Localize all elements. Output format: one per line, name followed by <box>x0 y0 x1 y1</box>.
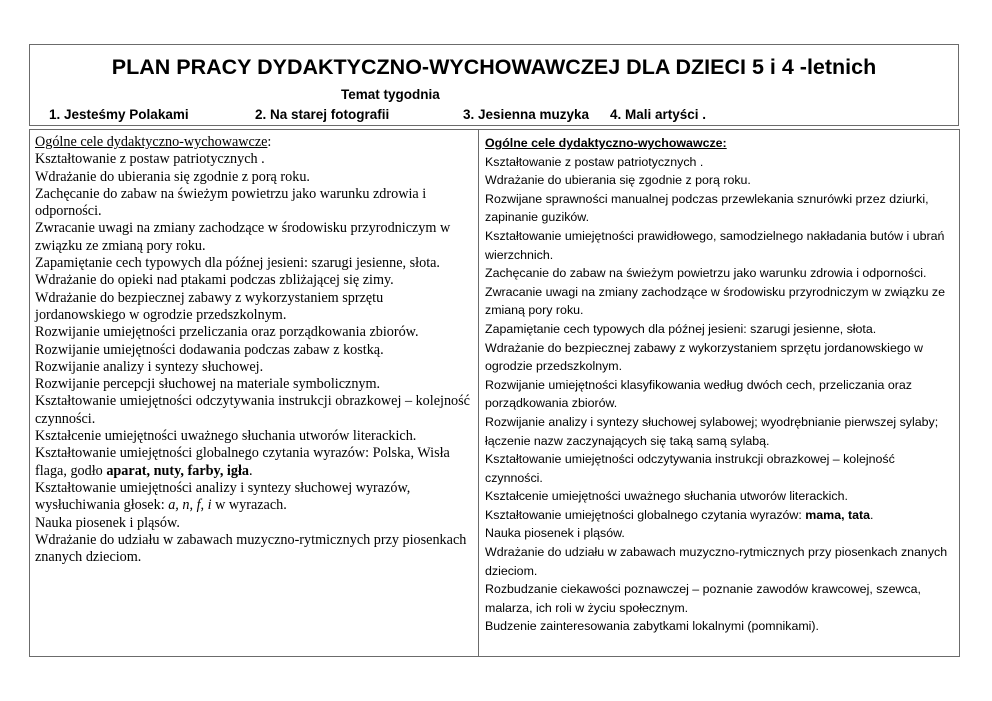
goal-item: Kształtowanie umiejętności prawidłowego, samodzielnego nakładania butów i ubrań wierzchnich. <box>485 228 945 262</box>
weekly-topic-4: 4. Mali artyści . <box>610 107 707 122</box>
goal-item: Rozwijanie analizy i syntezy słuchowej sylabowej; wyodrębnianie pierwszej sylaby; łączenie nazw zaczynających się taką samą sylabą. <box>485 414 939 448</box>
goal-item: Rozwijane sprawności manualnej podczas przewlekania sznurówki przez dziurki, zapinanie guzików. <box>485 191 929 225</box>
goal-item: Kształtowanie z postaw patriotycznych . <box>35 151 265 168</box>
goal-item: Zachęcanie do zabaw na świeżym powietrzu jako warunku zdrowia i odporności. <box>35 185 427 220</box>
goals-column-4-year-olds <box>485 134 955 636</box>
goal-item: Zwracanie uwagi na zmiany zachodzące w środowisku przyrodniczym w związku ze zmianą pory roku. <box>35 220 451 254</box>
goal-item-global-reading <box>485 506 955 525</box>
global-reading-end: . <box>249 462 253 479</box>
weekly-topic-1: 1. Jesteśmy Polakami <box>49 107 189 122</box>
goal-item: Nauka piosenek i pląsów. <box>485 526 625 541</box>
goal-item: Nauka piosenek i pląsów. <box>35 514 180 531</box>
goal-item: Rozwijanie analizy i syntezy słuchowej. <box>35 358 264 375</box>
goal-item: Wdrażanie do ubierania się zgodnie z porą roku. <box>35 168 310 185</box>
global-reading-words: mama, tata <box>805 507 871 522</box>
goal-item: Rozwijanie umiejętności przeliczania oraz porządkowania zbiorów. <box>35 324 419 341</box>
goal-item: Budzenie zainteresowania zabytkami lokalnymi (pomnikami). <box>485 619 820 634</box>
goals-heading-text: Ogólne cele dydaktyczno-wychowawcze <box>35 134 268 150</box>
goal-item: Rozwijanie umiejętności klasyfikowania według dwóch cech, przeliczania oraz porządkowania zbiorów. <box>485 377 912 411</box>
goal-item: Rozwijanie percepcji słuchowej na materiale symbolicznym. <box>35 376 381 393</box>
goal-item: Zachęcanie do zabaw na świeżym powietrzu jako warunku zdrowia i odporności. <box>485 266 927 281</box>
goals-heading <box>35 134 475 151</box>
goal-item: Zapamiętanie cech typowych dla późnej jesieni: szarugi jesienne, słota. <box>35 255 440 272</box>
global-reading-text: Kształtowanie umiejętności globalnego czytania wyrazów: Polska, Wisła flaga, godło <box>35 445 450 479</box>
goal-item: Kształcenie umiejętności uważnego słuchania utworów literackich. <box>485 489 848 504</box>
goals-table <box>29 129 960 657</box>
week-topic-label: Temat tygodnia <box>341 87 440 102</box>
goal-item: Wdrażanie do ubierania się zgodnie z porą roku. <box>485 173 751 188</box>
goal-item: Wdrażanie do bezpiecznej zabawy z wykorzystaniem sprzętu jordanowskiego w ogrodzie przedszkolnym. <box>485 340 924 374</box>
goals-heading: Ogólne cele dydaktyczno-wychowawcze: <box>485 136 727 150</box>
weekly-topic-3: 3. Jesienna muzyka <box>463 107 590 122</box>
goal-item: Rozbudzanie ciekawości poznawczej – poznanie zawodów krawcowej, szewca, malarza, ich roli w życiu społecznym. <box>485 582 921 615</box>
sound-analysis-letters: a, n, f, i <box>168 497 212 514</box>
goal-item: Kształcenie umiejętności uważnego słuchania utworów literackich. <box>35 428 417 445</box>
global-reading-words: aparat, nuty, farby, igła <box>106 462 249 479</box>
goal-item: Kształtowanie umiejętności odczytywania instrukcji obrazkowej – kolejność czynności. <box>35 393 470 427</box>
document-title: PLAN PRACY DYDAKTYCZNO-WYCHOWAWCZEJ DLA DZIECI 5 i 4 -letnich <box>111 55 877 79</box>
sound-analysis-end: w wyrazach. <box>211 497 287 514</box>
goal-item-sound-analysis <box>35 480 475 515</box>
goal-item-global-reading <box>35 445 475 480</box>
goal-item: Wdrażanie do opieki nad ptakami podczas zbliżającej się zimy. <box>35 272 394 289</box>
goal-item: Rozwijanie umiejętności dodawania podczas zabaw z kostką. <box>35 341 384 358</box>
document-header <box>29 44 959 126</box>
goals-column-5-year-olds <box>35 134 475 566</box>
goal-item: Wdrażanie do bezpiecznej zabawy z wykorzystaniem sprzętu jordanowskiego w ogrodzie przedszkolnym. <box>35 289 384 323</box>
column-divider <box>478 130 479 656</box>
sound-analysis-text: Kształtowanie umiejętności analizy i syntezy słuchowej wyrazów, wysłuchiwania głosek: <box>35 479 411 514</box>
goal-item: Kształtowanie umiejętności odczytywania instrukcji obrazkowej – kolejność czynności. <box>485 452 895 485</box>
weekly-topic-2: 2. Na starej fotografii <box>255 107 390 122</box>
goal-item: Zwracanie uwagi na zmiany zachodzące w środowisku przyrodniczym w związku ze zmianą pory roku. <box>485 284 946 318</box>
goal-item: Kształtowanie z postaw patriotycznych . <box>485 154 704 169</box>
goal-item: Wdrażanie do udziału w zabawach muzyczno-rytmicznych przy piosenkach znanych dzieciom. <box>35 531 467 566</box>
goal-item: Zapamiętanie cech typowych dla późnej jesieni: szarugi jesienne, słota. <box>485 321 877 336</box>
global-reading-end: . <box>870 507 874 522</box>
goals-heading-colon: : <box>267 134 272 150</box>
global-reading-text: Kształtowanie umiejętności globalnego czytania wyrazów: <box>485 507 806 522</box>
goal-item: Wdrażanie do udziału w zabawach muzyczno-rytmicznych przy piosenkach znanych dzieciom. <box>485 545 948 578</box>
